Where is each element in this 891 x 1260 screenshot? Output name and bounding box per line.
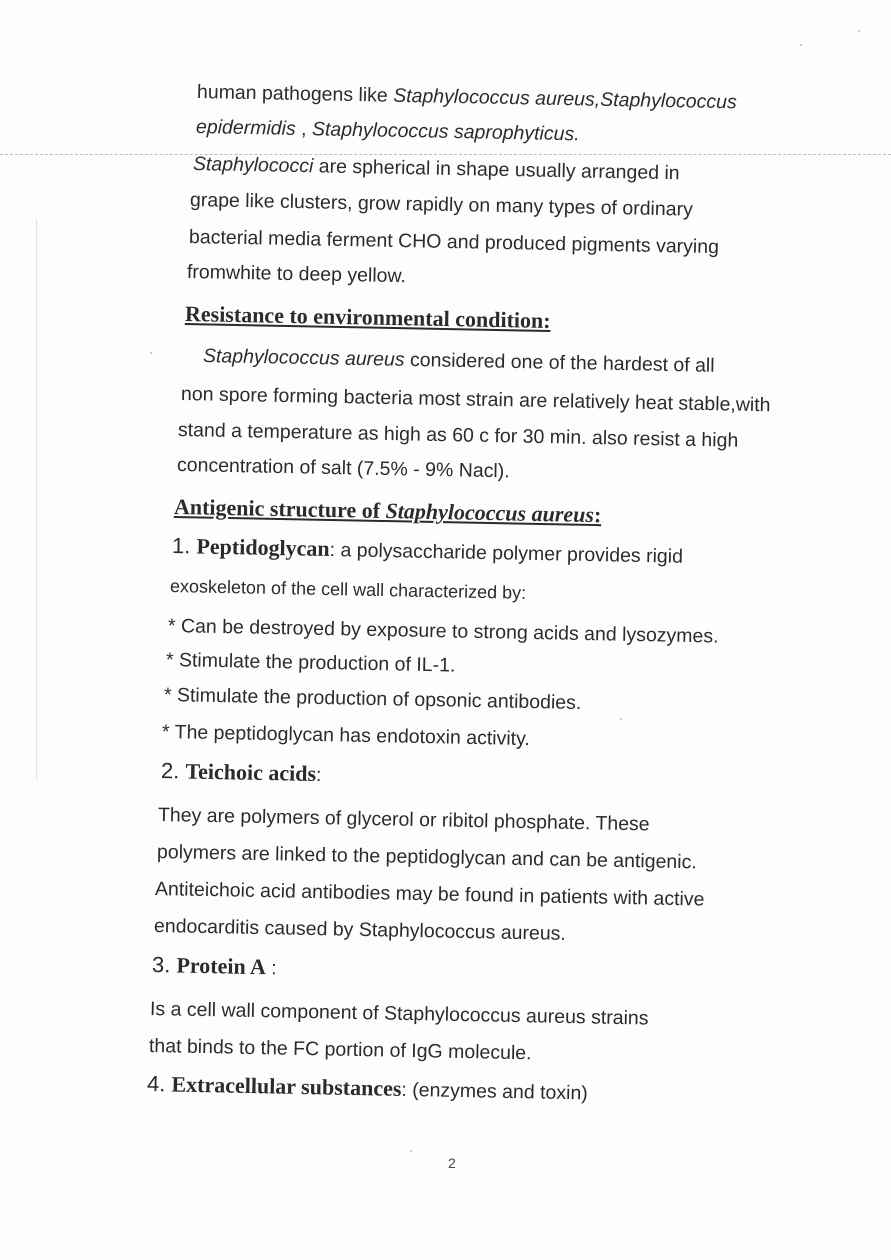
- scan-artifact-line: [0, 154, 891, 155]
- italic-span: epidermidis: [195, 116, 296, 140]
- italic-span: Staphylococcus aureus: [202, 345, 405, 371]
- paragraph-line: polymers are linked to the peptidoglycan and can be antigenic.: [156, 841, 697, 874]
- text-span: are spherical in shape usually arranged in: [313, 155, 680, 185]
- bullet-item: * Can be destroyed by exposure to strong acids and lysozymes.: [167, 615, 719, 648]
- paragraph-line: [203, 344, 715, 378]
- text-span: :: [315, 763, 322, 787]
- bullet-item: * Stimulate the production of IL-1.: [165, 649, 456, 677]
- text-span: ,: [295, 117, 313, 141]
- page-number: 2: [448, 1155, 456, 1171]
- paragraph-line: [196, 115, 580, 146]
- margin-artifact: [36, 220, 40, 780]
- italic-span: Staphylococcus aureus,Staphylococcus: [392, 84, 737, 114]
- text-span: : (enzymes and toxin): [401, 1078, 588, 1105]
- paragraph-line: Is a cell wall component of Staphylococcus aureus strains: [149, 998, 649, 1030]
- paragraph-line: endocarditis caused by Staphylococcus aureus.: [153, 915, 567, 945]
- section-heading-antigenic: [174, 494, 602, 528]
- bullet-item: * The peptidoglycan has endotoxin activity.: [161, 721, 530, 751]
- paragraph-line: concentration of salt (7.5% - 9% Nacl).: [176, 454, 510, 483]
- list-item-extracellular-substances: [147, 1071, 588, 1106]
- paragraph-line: bacterial media ferment CHO and produced pigments varying: [188, 226, 720, 259]
- scan-speck: [800, 44, 802, 46]
- section-heading-resistance: Resistance to environmental condition:: [184, 301, 551, 334]
- item-title: Peptidoglycan: [196, 533, 330, 562]
- paragraph-line: [193, 152, 680, 185]
- paragraph-line: [197, 80, 737, 114]
- text-span: :: [265, 957, 277, 980]
- text-span: considered one of the hardest of all: [404, 348, 715, 377]
- italic-span: Staphylococcus aureus: [385, 498, 595, 528]
- italic-span: Staphylococci: [192, 153, 314, 178]
- item-number: 1.: [171, 533, 197, 559]
- text-span: :: [593, 502, 602, 528]
- bullet-item: * Stimulate the production of opsonic antibodies.: [163, 684, 582, 715]
- text-span: : a polysaccharide polymer provides rigid: [329, 539, 684, 568]
- item-number: 2.: [160, 758, 186, 784]
- paragraph-line: exoskeleton of the cell wall characterized by:: [169, 576, 527, 603]
- paragraph-line: fromwhite to deep yellow.: [186, 261, 407, 288]
- italic-span: Staphylococcus saprophyticus.: [311, 118, 580, 146]
- scan-speck: [150, 352, 152, 354]
- paragraph-line: that binds to the FC portion of IgG molecule.: [148, 1035, 532, 1065]
- paragraph-line: grape like clusters, grow rapidly on many types of ordinary: [189, 189, 694, 221]
- item-number: 4.: [146, 1071, 172, 1097]
- scan-speck: [620, 718, 622, 720]
- item-title: Teichoic acids: [185, 758, 317, 786]
- item-number: 3.: [151, 952, 177, 978]
- scan-speck: [858, 30, 860, 32]
- paragraph-line: stand a temperature as high as 60 c for 30 min. also resist a high: [177, 419, 739, 452]
- item-title: Extracellular substances: [171, 1071, 402, 1101]
- paragraph-line: Antiteichoic acid antibodies may be found in patients with active: [154, 878, 705, 911]
- item-title: Protein A: [176, 952, 267, 980]
- list-item-teichoic-acids: [161, 758, 322, 788]
- paragraph-line: non spore forming bacteria most strain are relatively heat stable,with: [180, 383, 771, 417]
- list-item-peptidoglycan: [172, 533, 683, 570]
- paragraph-line: They are polymers of glycerol or ribitol phosphate. These: [157, 804, 650, 836]
- text-span: human pathogens like: [196, 81, 394, 107]
- scan-speck: [410, 1150, 412, 1152]
- text-span: Antigenic structure of: [173, 494, 386, 524]
- list-item-protein-a: [152, 952, 277, 981]
